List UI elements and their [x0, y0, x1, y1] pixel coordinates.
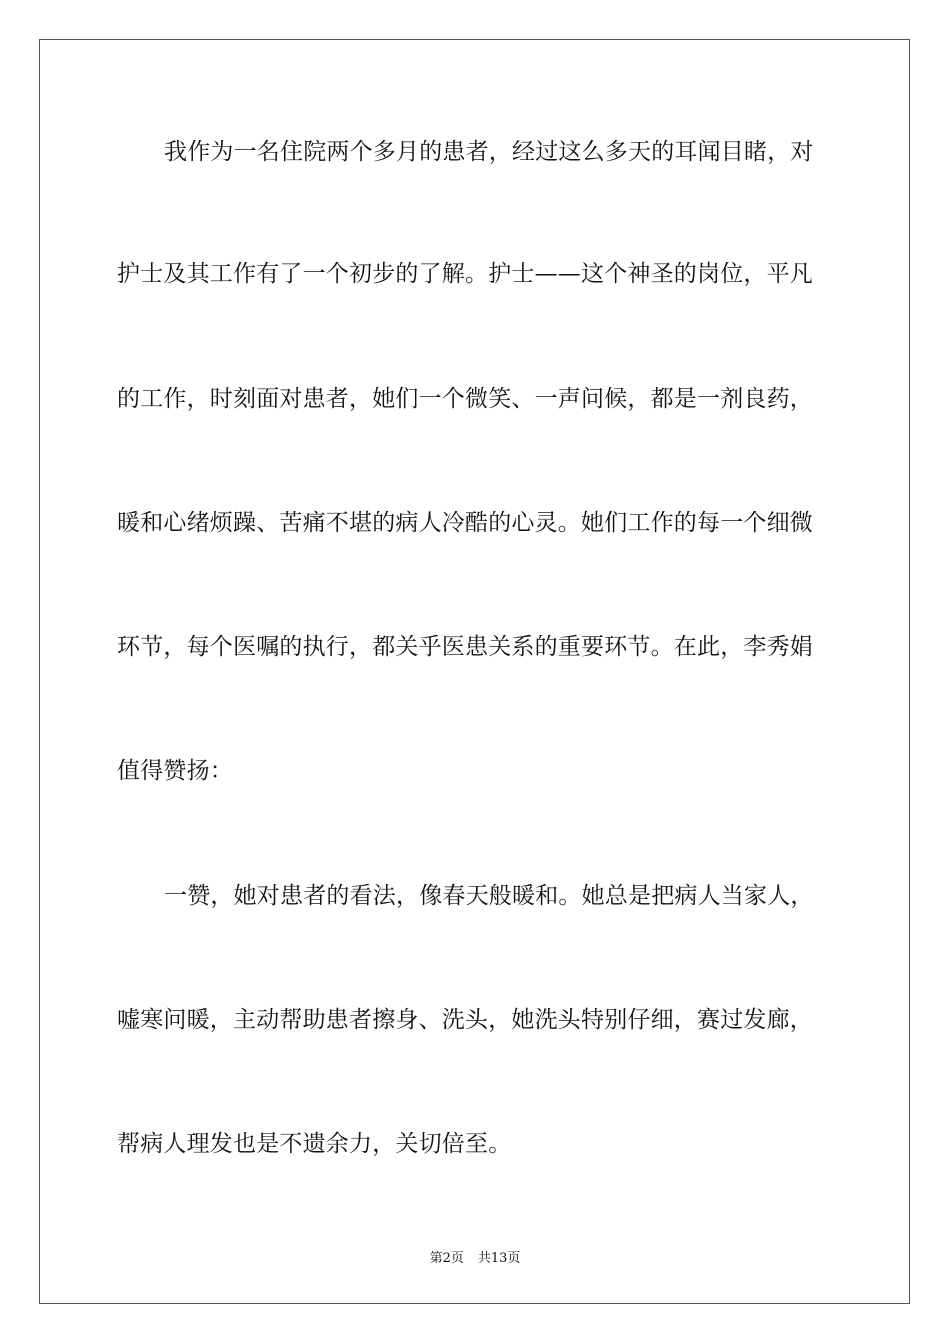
paragraph-line: 帮病人理发也是不遗余力，关切倍至。	[117, 1131, 512, 1157]
paragraph-line: 的工作，时刻面对患者，她们一个微笑、一声问候，都是一剂良药，	[117, 386, 813, 412]
page-frame	[39, 39, 910, 1304]
paragraph-line: 一赞，她对患者的看法，像春天般暖和。她总是把病人当家人，	[164, 883, 814, 909]
page-number: 第2页	[429, 1251, 464, 1266]
page-footer	[0, 1247, 950, 1266]
page-total: 共13页	[477, 1251, 521, 1266]
paragraph-line: 值得赞扬：	[117, 758, 233, 784]
paragraph-line: 嘘寒问暖，主动帮助患者擦身、洗头，她洗头特别仔细，赛过发廊，	[117, 1007, 813, 1033]
paragraph-line: 环节，每个医嘱的执行，都关乎医患关系的重要环节。在此，李秀娟	[117, 634, 813, 660]
paragraph-line: 暖和心绪烦躁、苦痛不堪的病人冷酷的心灵。她们工作的每一个细微	[117, 510, 813, 536]
paragraph-line: 护士及其工作有了一个初步的了解。护士——这个神圣的岗位，平凡	[117, 261, 813, 287]
paragraph-line: 我作为一名住院两个多月的患者，经过这么多天的耳闻目睹，对	[164, 139, 814, 165]
